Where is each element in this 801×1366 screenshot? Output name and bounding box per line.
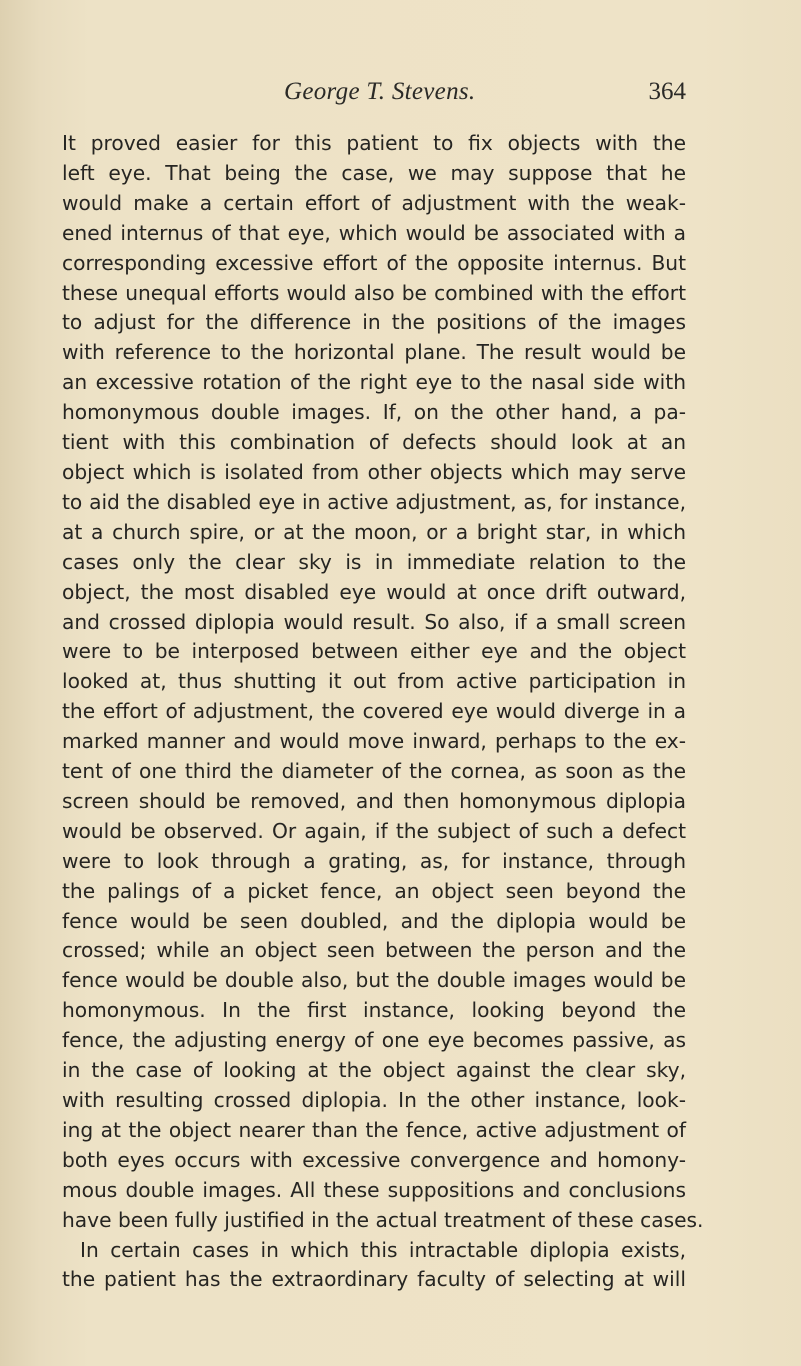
page-header [60,78,686,114]
text-line: with resulting crossed diplopia. In the other instance, look- [62,1088,686,1112]
page-number: 364 [648,78,686,105]
text-line: crossed; while an object seen between the person and the [62,938,686,963]
text-line: would make a certain effort of adjustment with the weak- [62,190,686,215]
text-line: fence, the adjusting energy of one eye becomes passive, as [62,1028,686,1053]
text-line: In certain cases in which this intractable diplopia exists, [80,1237,686,1262]
text-line: were to look through a grating, as, for instance, through [62,848,686,873]
text-line: corresponding excessive effort of the opposite internus. But [62,250,686,275]
text-line: were to be interposed between either eye and the object [62,639,686,664]
text-line: would be observed. Or again, if the subject of such a defect [62,818,686,843]
text-line: ing at the object nearer than the fence, active adjustment of [62,1117,686,1142]
text-line: in the case of looking at the object against the clear sky, [62,1058,686,1083]
text-line: to aid the disabled eye in active adjustment, as, for instance, [62,489,686,514]
text-line: to adjust for the difference in the positions of the images [62,310,686,335]
text-line: these unequal efforts would also be combined with the effort [62,280,686,305]
text-line: mous double images. All these suppositions and conclusions [62,1177,686,1202]
text-line: looked at, thus shutting it out from active participation in [62,669,686,694]
text-line: tent of one third the diameter of the cornea, as soon as the [62,759,686,784]
text-line: at a church spire, or at the moon, or a bright star, in which [62,519,686,544]
body-text [62,129,704,1295]
text-line: homonymous. In the first instance, looking beyond the [62,998,686,1023]
text-line: with reference to the horizontal plane. The result would be [62,340,686,365]
text-line: tient with this combination of defects should look at an [62,430,686,455]
text-line: marked manner and would move inward, perhaps to the ex- [62,729,686,754]
text-line: fence would be seen doubled, and the diplopia would be [62,908,686,933]
text-line: fence would be double also, but the double images would be [62,968,686,993]
text-line: object which is isolated from other objects which may serve [62,459,686,484]
text-line: left eye. That being the case, we may suppose that he [62,160,686,185]
text-line: cases only the clear sky is in immediate relation to the [62,549,686,574]
text-line: the patient has the extraordinary faculty of selecting at will [62,1267,686,1292]
text-line: an excessive rotation of the right eye to the nasal side with [62,370,686,395]
text-line: the effort of adjustment, the covered eye would diverge in a [62,699,686,724]
text-line: have been fully justified in the actual treatment of these cases. [62,1207,704,1232]
text-line: It proved easier for this patient to fix objects with the [62,131,686,155]
text-line: screen should be removed, and then homonymous diplopia [62,788,686,813]
running-head: George T. Stevens. [284,78,476,105]
text-line: homonymous double images. If, on the other hand, a pa- [62,400,686,425]
text-line: ened internus of that eye, which would be associated with a [62,220,686,245]
text-line: the palings of a picket fence, an object seen beyond the [62,878,686,903]
text-line: object, the most disabled eye would at once drift outward, [62,579,686,604]
paragraph [62,129,704,1236]
text-line: and crossed diplopia would result. So also, if a small screen [62,609,686,634]
text-line: both eyes occurs with excessive convergence and homony- [62,1147,686,1172]
paragraph [62,1236,686,1296]
